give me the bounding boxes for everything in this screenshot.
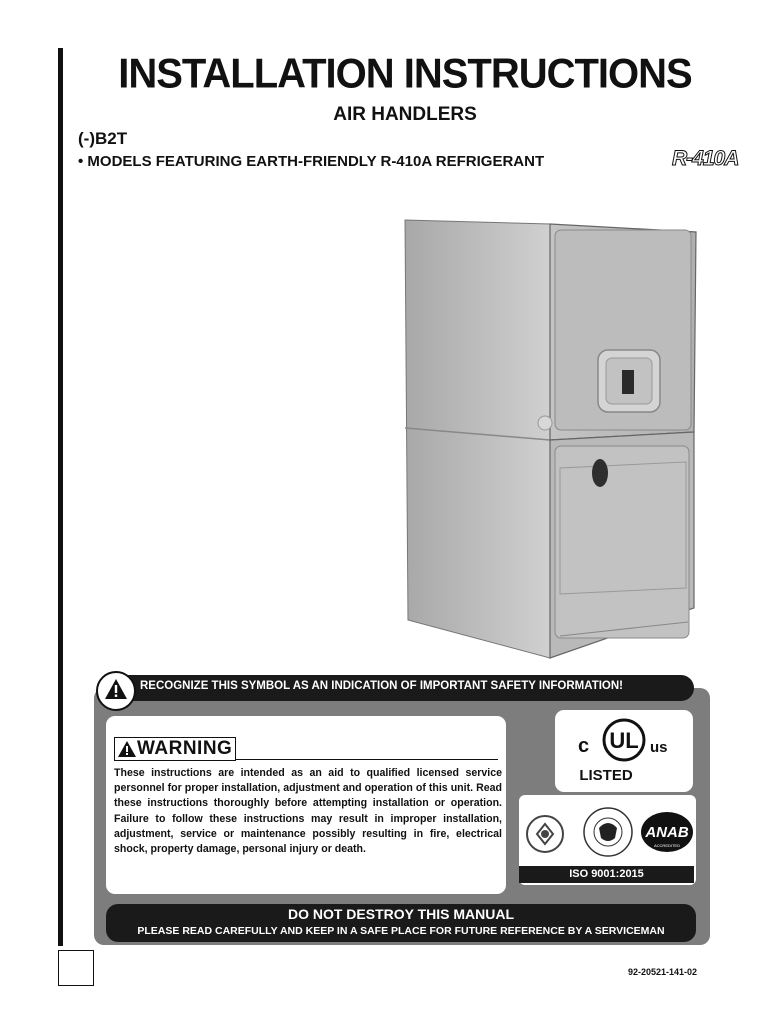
- warning-rule: [236, 759, 498, 760]
- safety-alert-icon: [103, 677, 129, 701]
- anab-logo-text: ANAB: [645, 824, 689, 841]
- accreditation-logos: [519, 798, 696, 864]
- feature-line: • MODELS FEATURING EARTH-FRIENDLY R-410A REFRIGERANT: [78, 153, 545, 170]
- ul-listed-logo: [560, 712, 688, 790]
- ul-us-mark: us: [650, 739, 668, 756]
- ul-listed-text: LISTED: [579, 767, 633, 784]
- document-number: 92-20521-141-02: [628, 967, 698, 977]
- left-margin-bar: [58, 48, 63, 946]
- notice-subtitle: PLEASE READ CAREFULLY AND KEEP IN A SAFE PLACE FOR FUTURE REFERENCE BY A SERVICEMAN: [137, 925, 665, 937]
- r410a-logo: R-410A: [672, 147, 739, 170]
- safety-banner-text: RECOGNIZE THIS SYMBOL AS AN INDICATION OF IMPORTANT SAFETY INFORMATION!: [140, 680, 623, 692]
- ul-mark: UL: [609, 728, 639, 753]
- csa-accreditation-icon: [527, 816, 563, 852]
- corner-box: [58, 950, 94, 986]
- quality-evaluations-seal-icon: [584, 808, 632, 856]
- warning-triangle-icon: [117, 740, 137, 758]
- page-title: INSTALLATION INSTRUCTIONS: [118, 50, 692, 98]
- iso-certification: ISO 9001:2015: [569, 868, 644, 880]
- air-handler-image: [400, 218, 700, 663]
- warning-text: These instructions are intended as an aid to qualified licensed service personnel for proper installation, adjustment and operation of this unit. Read these instructions thoroughly before attempting installation or operation. Failure to follow these instructions may result in improper installation, adjustment, service or maintenance possibly resulting in fire, electrical shock, property damage, personal injury or death.: [114, 767, 502, 856]
- model-number: (-)B2T: [78, 129, 128, 148]
- anab-accredited-text: ACCREDITED: [653, 843, 681, 848]
- notice-title: DO NOT DESTROY THIS MANUAL: [287, 906, 515, 922]
- ul-c-mark: c: [578, 735, 590, 757]
- anab-logo-icon: [641, 812, 693, 852]
- page-subtitle: AIR HANDLERS: [333, 104, 477, 125]
- warning-header: [114, 737, 236, 761]
- warning-label: WARNING: [137, 738, 233, 759]
